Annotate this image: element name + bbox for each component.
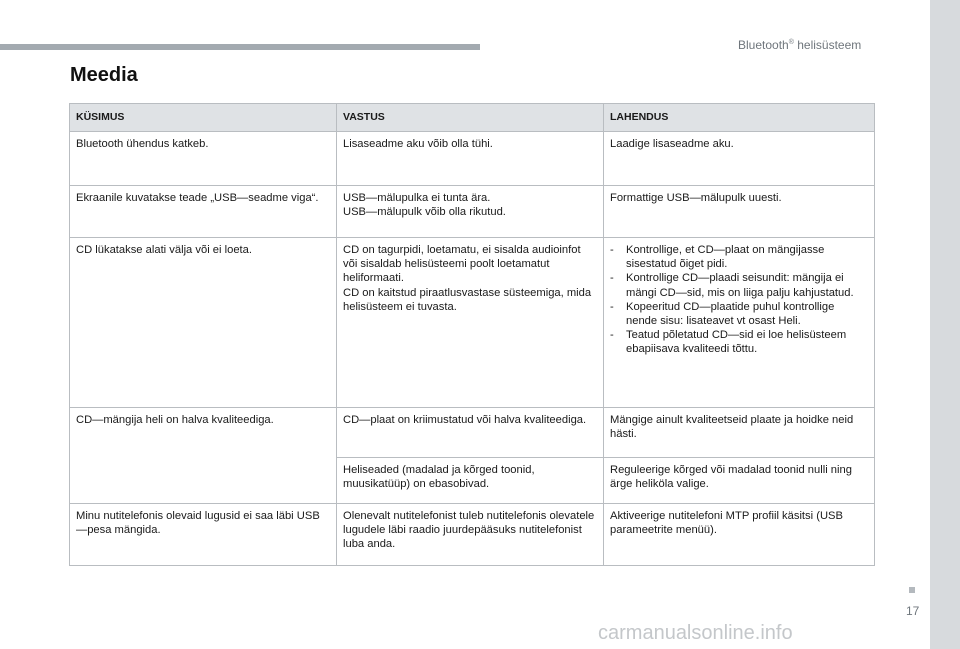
question-cell: CD lükatakse alati välja või ei loeta.: [70, 238, 337, 408]
solution-cell: Reguleerige kõrged või madalad toonid nulli ning ärge heliköla valige.: [604, 458, 875, 504]
page-edge-strip: [930, 0, 960, 649]
section-label: Bluetooth® helisüsteem: [738, 38, 862, 52]
troubleshooting-table: [69, 103, 875, 566]
page-title: Meedia: [70, 64, 138, 86]
list-item: - Kopeeritud CD—plaatide puhul kontrollige nende sisu: lisateavet vt osast Heli.: [610, 300, 868, 328]
header-question: KÜSIMUS: [70, 104, 337, 132]
answer-cell: CD on tagurpidi, loetamatu, ei sisalda audioinfot või sisaldab helisüsteemi poolt loetamatut heliformaati. CD on kaitstud piraatlusvastase süsteemiga, mida helisüsteem ei tuvasta.: [337, 238, 604, 408]
answer-cell: Lisaseadme aku võib olla tühi.: [337, 132, 604, 186]
header-answer: VASTUS: [337, 104, 604, 132]
list-item: - Teatud põletatud CD—sid ei loe helisüsteem ebapiisava kvaliteedi tõttu.: [610, 328, 868, 356]
answer-cell: Heliseaded (madalad ja kõrged toonid, muusikatüüp) on ebasobivad.: [337, 458, 604, 504]
question-cell: CD—mängija heli on halva kvaliteediga.: [70, 408, 337, 504]
question-cell: Ekraanile kuvatakse teade „USB—seadme viga“.: [70, 186, 337, 238]
watermark: carmanualsonline.info: [598, 622, 793, 644]
solution-cell: [604, 238, 875, 408]
table-row: [70, 238, 875, 408]
page-number: 17: [906, 604, 920, 618]
table-row: [70, 132, 875, 186]
page-marker: [909, 587, 915, 593]
table-row: [70, 408, 875, 458]
list-item: - Kontrollige CD—plaadi seisundit: mängija ei mängi CD—sid, mis on liiga palju kahjustatud.: [610, 271, 868, 299]
table-row: [70, 186, 875, 238]
solution-cell: Mängige ainult kvaliteetseid plaate ja hoidke neid hästi.: [604, 408, 875, 458]
table-header-row: [70, 104, 875, 132]
header-solution: LAHENDUS: [604, 104, 875, 132]
solution-cell: Formattige USB—mälupulk uuesti.: [604, 186, 875, 238]
answer-cell: Olenevalt nutitelefonist tuleb nutitelefonis olevatele lugudele läbi raadio juurdepääsuks nutitelefonist luba anda.: [337, 504, 604, 566]
question-cell: Bluetooth ühendus katkeb.: [70, 132, 337, 186]
solution-list: [610, 243, 868, 357]
solution-cell: Laadige lisaseadme aku.: [604, 132, 875, 186]
table-row: [70, 504, 875, 566]
header-rule: [0, 44, 480, 50]
answer-cell: CD—plaat on kriimustatud või halva kvaliteediga.: [337, 408, 604, 458]
solution-cell: Aktiveerige nutitelefoni MTP profiil käsitsi (USB parameetrite menüü).: [604, 504, 875, 566]
list-item: - Kontrollige, et CD—plaat on mängijasse sisestatud õiget pidi.: [610, 243, 868, 271]
question-cell: Minu nutitelefonis olevaid lugusid ei saa läbi USB—pesa mängida.: [70, 504, 337, 566]
answer-cell: USB—mälupulka ei tunta ära. USB—mälupulk võib olla rikutud.: [337, 186, 604, 238]
